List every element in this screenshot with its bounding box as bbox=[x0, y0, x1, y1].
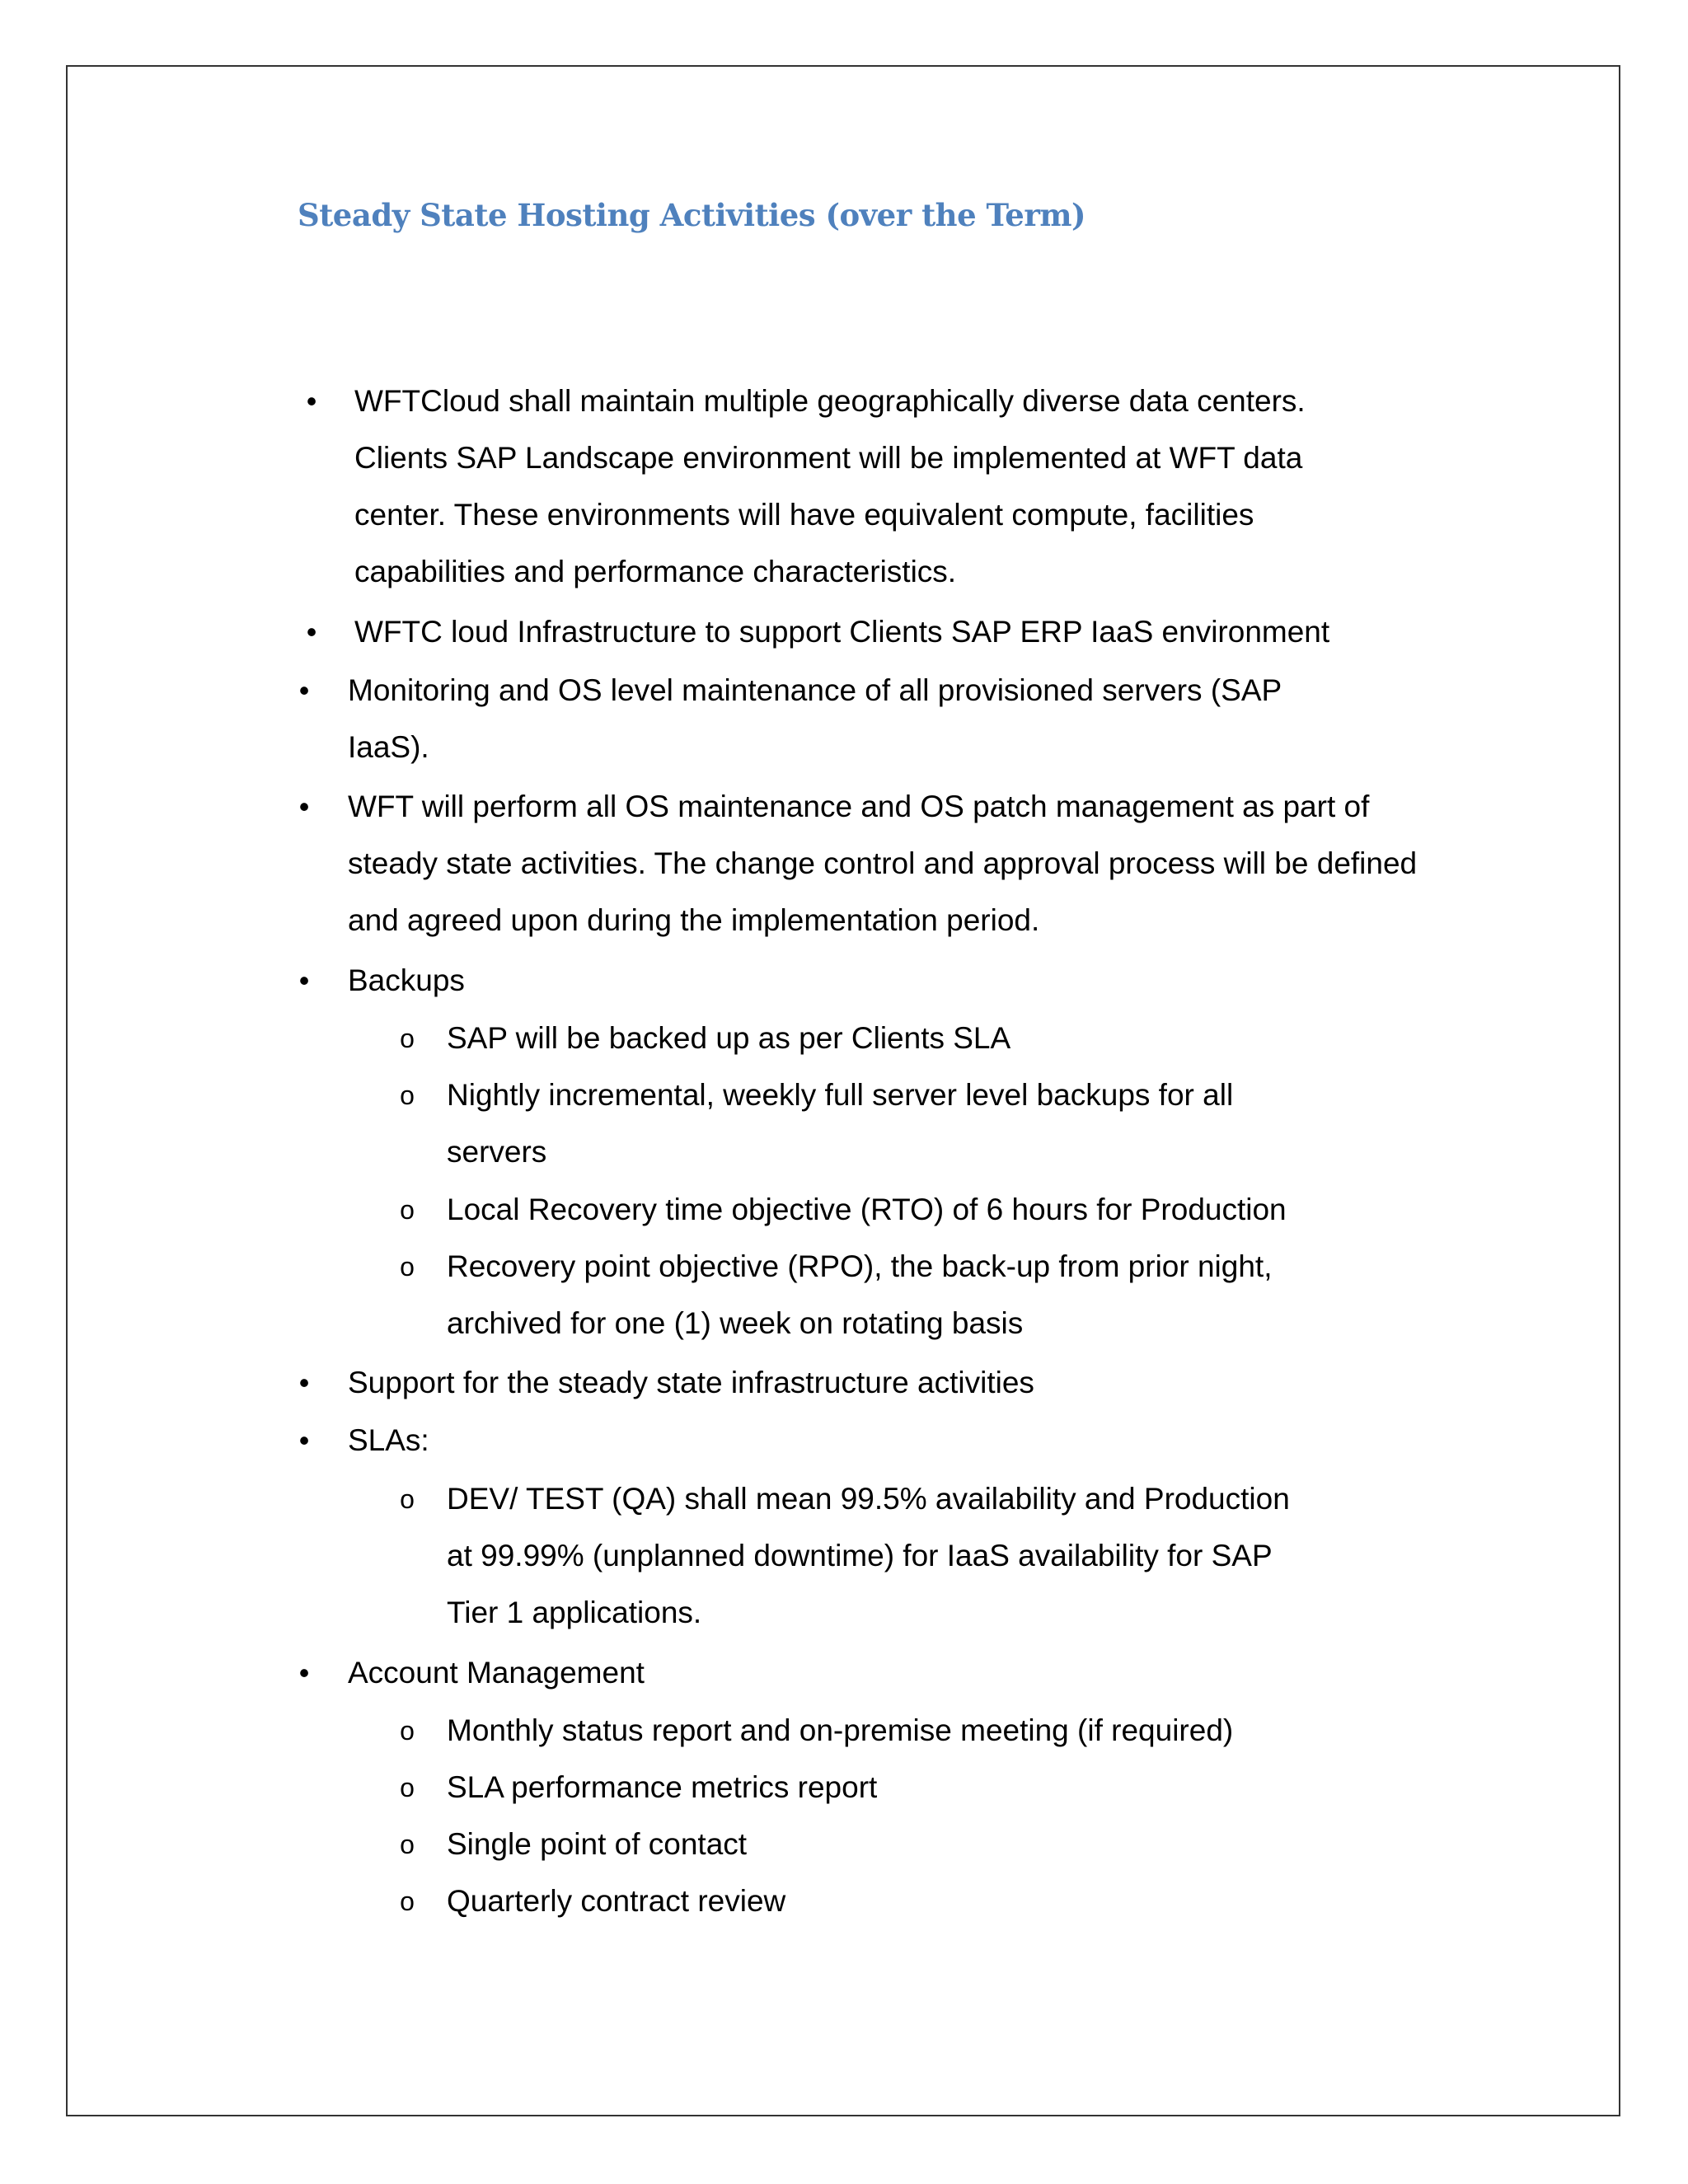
list-item-text: WFTC loud Infrastructure to support Clients SAP ERP IaaS environment bbox=[354, 615, 1330, 649]
sub-list-item-text: DEV/ TEST (QA) shall mean 99.5% availability and Production bbox=[447, 1482, 1290, 1516]
sub-bullet: o bbox=[400, 1195, 415, 1225]
sub-list-item-text: Nightly incremental, weekly full server level backups for all bbox=[447, 1078, 1234, 1112]
list-item-text: Support for the steady state infrastructure activities bbox=[348, 1366, 1034, 1399]
sub-list-item-text: Recovery point objective (RPO), the back-up from prior night, bbox=[447, 1249, 1273, 1283]
sub-list-item-text: servers bbox=[447, 1135, 547, 1169]
sub-bullet: o bbox=[400, 1252, 415, 1282]
bullet: • bbox=[306, 384, 317, 418]
list-item-text: center. These environments will have equivalent compute, facilities bbox=[354, 498, 1254, 532]
list-item-text: SLAs: bbox=[348, 1423, 429, 1457]
bullet: • bbox=[298, 1423, 310, 1457]
sub-list-item-text: Single point of contact bbox=[447, 1827, 748, 1861]
sub-list-item-text: archived for one (1) week on rotating basis bbox=[447, 1306, 1024, 1340]
bullet: • bbox=[298, 963, 310, 997]
list-item-text: Account Management bbox=[348, 1656, 645, 1690]
sub-list-item-text: Quarterly contract review bbox=[447, 1884, 786, 1918]
bullet: • bbox=[298, 1656, 310, 1690]
list-item-text: and agreed upon during the implementation period. bbox=[348, 903, 1040, 937]
list-item-text: steady state activities. The change control and approval process will be defined bbox=[348, 846, 1418, 880]
sub-bullet: o bbox=[400, 1886, 415, 1916]
list-item-text: WFT will perform all OS maintenance and OS patch management as part of bbox=[348, 790, 1370, 823]
sub-list-item-text: SLA performance metrics report bbox=[447, 1770, 878, 1804]
bullet: • bbox=[298, 1366, 310, 1399]
sub-bullet: o bbox=[400, 1830, 415, 1859]
sub-bullet: o bbox=[400, 1716, 415, 1746]
sub-bullet: o bbox=[400, 1773, 415, 1802]
sub-bullet: o bbox=[400, 1484, 415, 1514]
sub-list-item-text: Local Recovery time objective (RTO) of 6 hours for Production bbox=[447, 1193, 1287, 1226]
section-title: Steady State Hosting Activities (over the Term) bbox=[298, 197, 1085, 233]
bullet: • bbox=[298, 790, 310, 823]
list-item-text: IaaS). bbox=[348, 730, 429, 764]
bullet: • bbox=[298, 673, 310, 707]
sub-list-item-text: SAP will be backed up as per Clients SLA bbox=[447, 1021, 1011, 1055]
sub-list-item-text: Monthly status report and on-premise meeting (if required) bbox=[447, 1713, 1234, 1747]
list-item-text: capabilities and performance characteristics. bbox=[354, 555, 957, 588]
bullet: • bbox=[306, 615, 317, 649]
list-item-text: Clients SAP Landscape environment will be implemented at WFT data bbox=[354, 441, 1303, 475]
list-item-text: Backups bbox=[348, 963, 465, 997]
list-item-text: WFTCloud shall maintain multiple geographically diverse data centers. bbox=[354, 384, 1306, 418]
list-item-text: Monitoring and OS level maintenance of all provisioned servers (SAP bbox=[348, 673, 1282, 707]
sub-bullet: o bbox=[400, 1024, 415, 1053]
sub-list-item-text: Tier 1 applications. bbox=[447, 1596, 702, 1629]
sub-list-item-text: at 99.99% (unplanned downtime) for IaaS availability for SAP bbox=[447, 1539, 1273, 1572]
sub-bullet: o bbox=[400, 1080, 415, 1110]
